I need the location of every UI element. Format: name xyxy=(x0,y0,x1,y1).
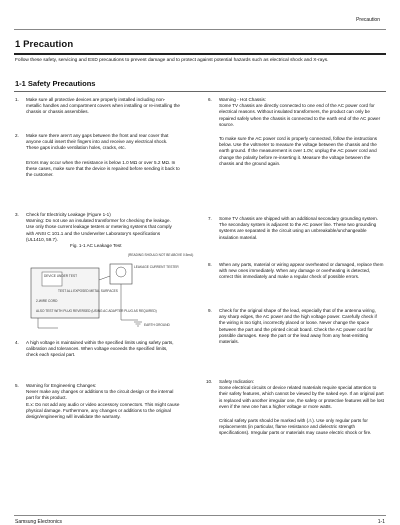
footer-company: Samsung Electronics xyxy=(15,519,62,525)
item-number: 8. xyxy=(208,262,212,267)
cord-label: 2-WIRE CORD xyxy=(36,299,58,303)
page-title: 1 Precaution xyxy=(15,39,74,50)
item-text: Some TV chassis are shipped with an additional secondary grounding system. The secondary system is adjacent to the AC power line. These two grounding systems are separated in the circuit using an unbreakable/unchangeable insulation material. xyxy=(219,216,378,240)
item-number: 10. xyxy=(206,379,213,384)
item-text: Check for Electricity Leakage (Figure 1-1) xyxy=(26,212,111,217)
item-text: Errors may occur when the resistance is below 1.0 MΩ or over 5.2 MΩ. In these cases, make sure that the device is repaired before sending it back to the customer. xyxy=(26,159,180,178)
item-text: Warning: Do not use an insulated transformer for checking the leakage. Use only those current leakage testers or metering systems that comply with ANSI C 101.1 and the Underwriter Laboratory's specifications (UL1410, 59.7). xyxy=(26,218,172,242)
ground-label: EARTH GROUND xyxy=(144,323,170,327)
figure-title: Fig. 1-1 AC Leakage Test xyxy=(70,243,122,248)
item-number: 3. xyxy=(15,212,19,217)
item-number: 6. xyxy=(208,97,212,102)
item-number: 1. xyxy=(15,97,19,102)
item-number: 2. xyxy=(15,133,19,138)
item-text: To make sure the AC power cord is properly connected, follow the instructions below. Use the voltmeter to measure the voltage between the chassis and the earth ground. If the measurement is over 1.0V, unplug the AC power cord and change the polarity before re-inserting it. Measure the voltage between the chassis and the ground again. xyxy=(219,136,378,166)
title-rule xyxy=(14,53,386,55)
header-rule xyxy=(14,29,386,30)
item-text: A high voltage is maintained within the specified limits using safety parts, calibration and tolerances. When voltage exceeds the specified limits, check each special part. xyxy=(26,340,174,358)
item-text: Some electrical circuits or device related materials require special attention to their safety features, which cannot be viewed by the naked eye. If an original part is replaced with another irregular one, the safety or protective features will be lost even if the new one has a higher voltage or more watts. xyxy=(219,385,384,409)
item-text: Make sure there aren't any gaps between the front and rear cover that anyone could insert their fingers into and receive any electrical shock. These gaps include ventilation holes, cracks, etc. xyxy=(26,133,169,151)
cord-wire xyxy=(38,318,58,328)
also-test-label: ALSO TEST WITH PLUG REVERSED (USING AC ADAPTER PLUG AS REQUIRED) xyxy=(36,309,157,313)
item-text: Make sure all protective devices are properly installed including non-metallic handles and compartment covers when installing or re-installing the chassis or chassis assemblies. xyxy=(26,97,180,115)
probe-wire xyxy=(99,276,110,280)
test-all-label: TEST ALL EXPOSED METAL SURFACES xyxy=(58,289,118,293)
ground-wire xyxy=(121,284,138,320)
item-text: E.x: Do not add any audio or video accessory connectors. This might cause physical damage. Furthermore, any changes or additions to the original design/engineering will invalidate the warranty. xyxy=(26,401,180,420)
item-text: When any parts, material or wiring appear overheated or damaged, replace them with new ones immediately. When any damage or overheating is detected, correct this immediately and make a regular check of possible errors. xyxy=(219,262,384,280)
section-title: 1-1 Safety Precautions xyxy=(15,79,96,88)
right-column xyxy=(208,97,386,507)
item-text: Check for the original shape of the lead, especially that of the antenna wiring, any sharp edges, the AC power and the high voltage power. Carefully check if the wiring is too tight, incorrectly placed or loose. Never change the space between the part and the printed circuit board. Check the AC power cord for possible damages. Keep the part or the lead away from any heat-emitting materials. xyxy=(219,308,377,345)
reading-label: (READING SHOULD NOT BE ABOVE 0.5mA) xyxy=(128,253,194,257)
ac-leakage-test-figure xyxy=(28,250,194,335)
item-text: Critical safety parts should be marked with (⚠). Use only regular parts for replacements (in particular, flame resistance and dielectric strength specifications). Irregular parts or materials may cause electric shock or fire. xyxy=(219,418,372,436)
footer-page-number: 1-1 xyxy=(377,519,385,525)
item-number: 9. xyxy=(208,308,212,313)
footer-rule xyxy=(14,515,386,516)
item-text: Never make any changes or additions to the circuit design or the internal part for this product. xyxy=(26,389,174,401)
device-label: DEVICE UNDER TEST xyxy=(44,274,78,278)
tester-label: LEAKAGE CURRENT TESTER xyxy=(134,265,179,269)
item-text: Safety Indication: xyxy=(219,379,255,384)
section-rule xyxy=(14,91,386,92)
intro-text: Follow these safety, servicing and ESD precautions to prevent damage and to protect against potential hazards such as electrical shock and X-rays. xyxy=(15,58,329,63)
item-text: Warning - Hot Chassis: xyxy=(219,97,267,102)
item-text: Warning for Engineering Changes: xyxy=(26,383,97,388)
item-number: 7. xyxy=(208,216,212,221)
header-section: Precaution xyxy=(356,17,380,23)
item-number: 5. xyxy=(15,383,19,388)
item-number: 4. xyxy=(15,340,19,345)
item-text: Some TV chassis are directly connected to one end of the AC power cord for electrical reasons. Without insulated transformers, the product can only be repaired safely when the chassis is connected to the earth end of the AC power source. xyxy=(219,103,381,127)
